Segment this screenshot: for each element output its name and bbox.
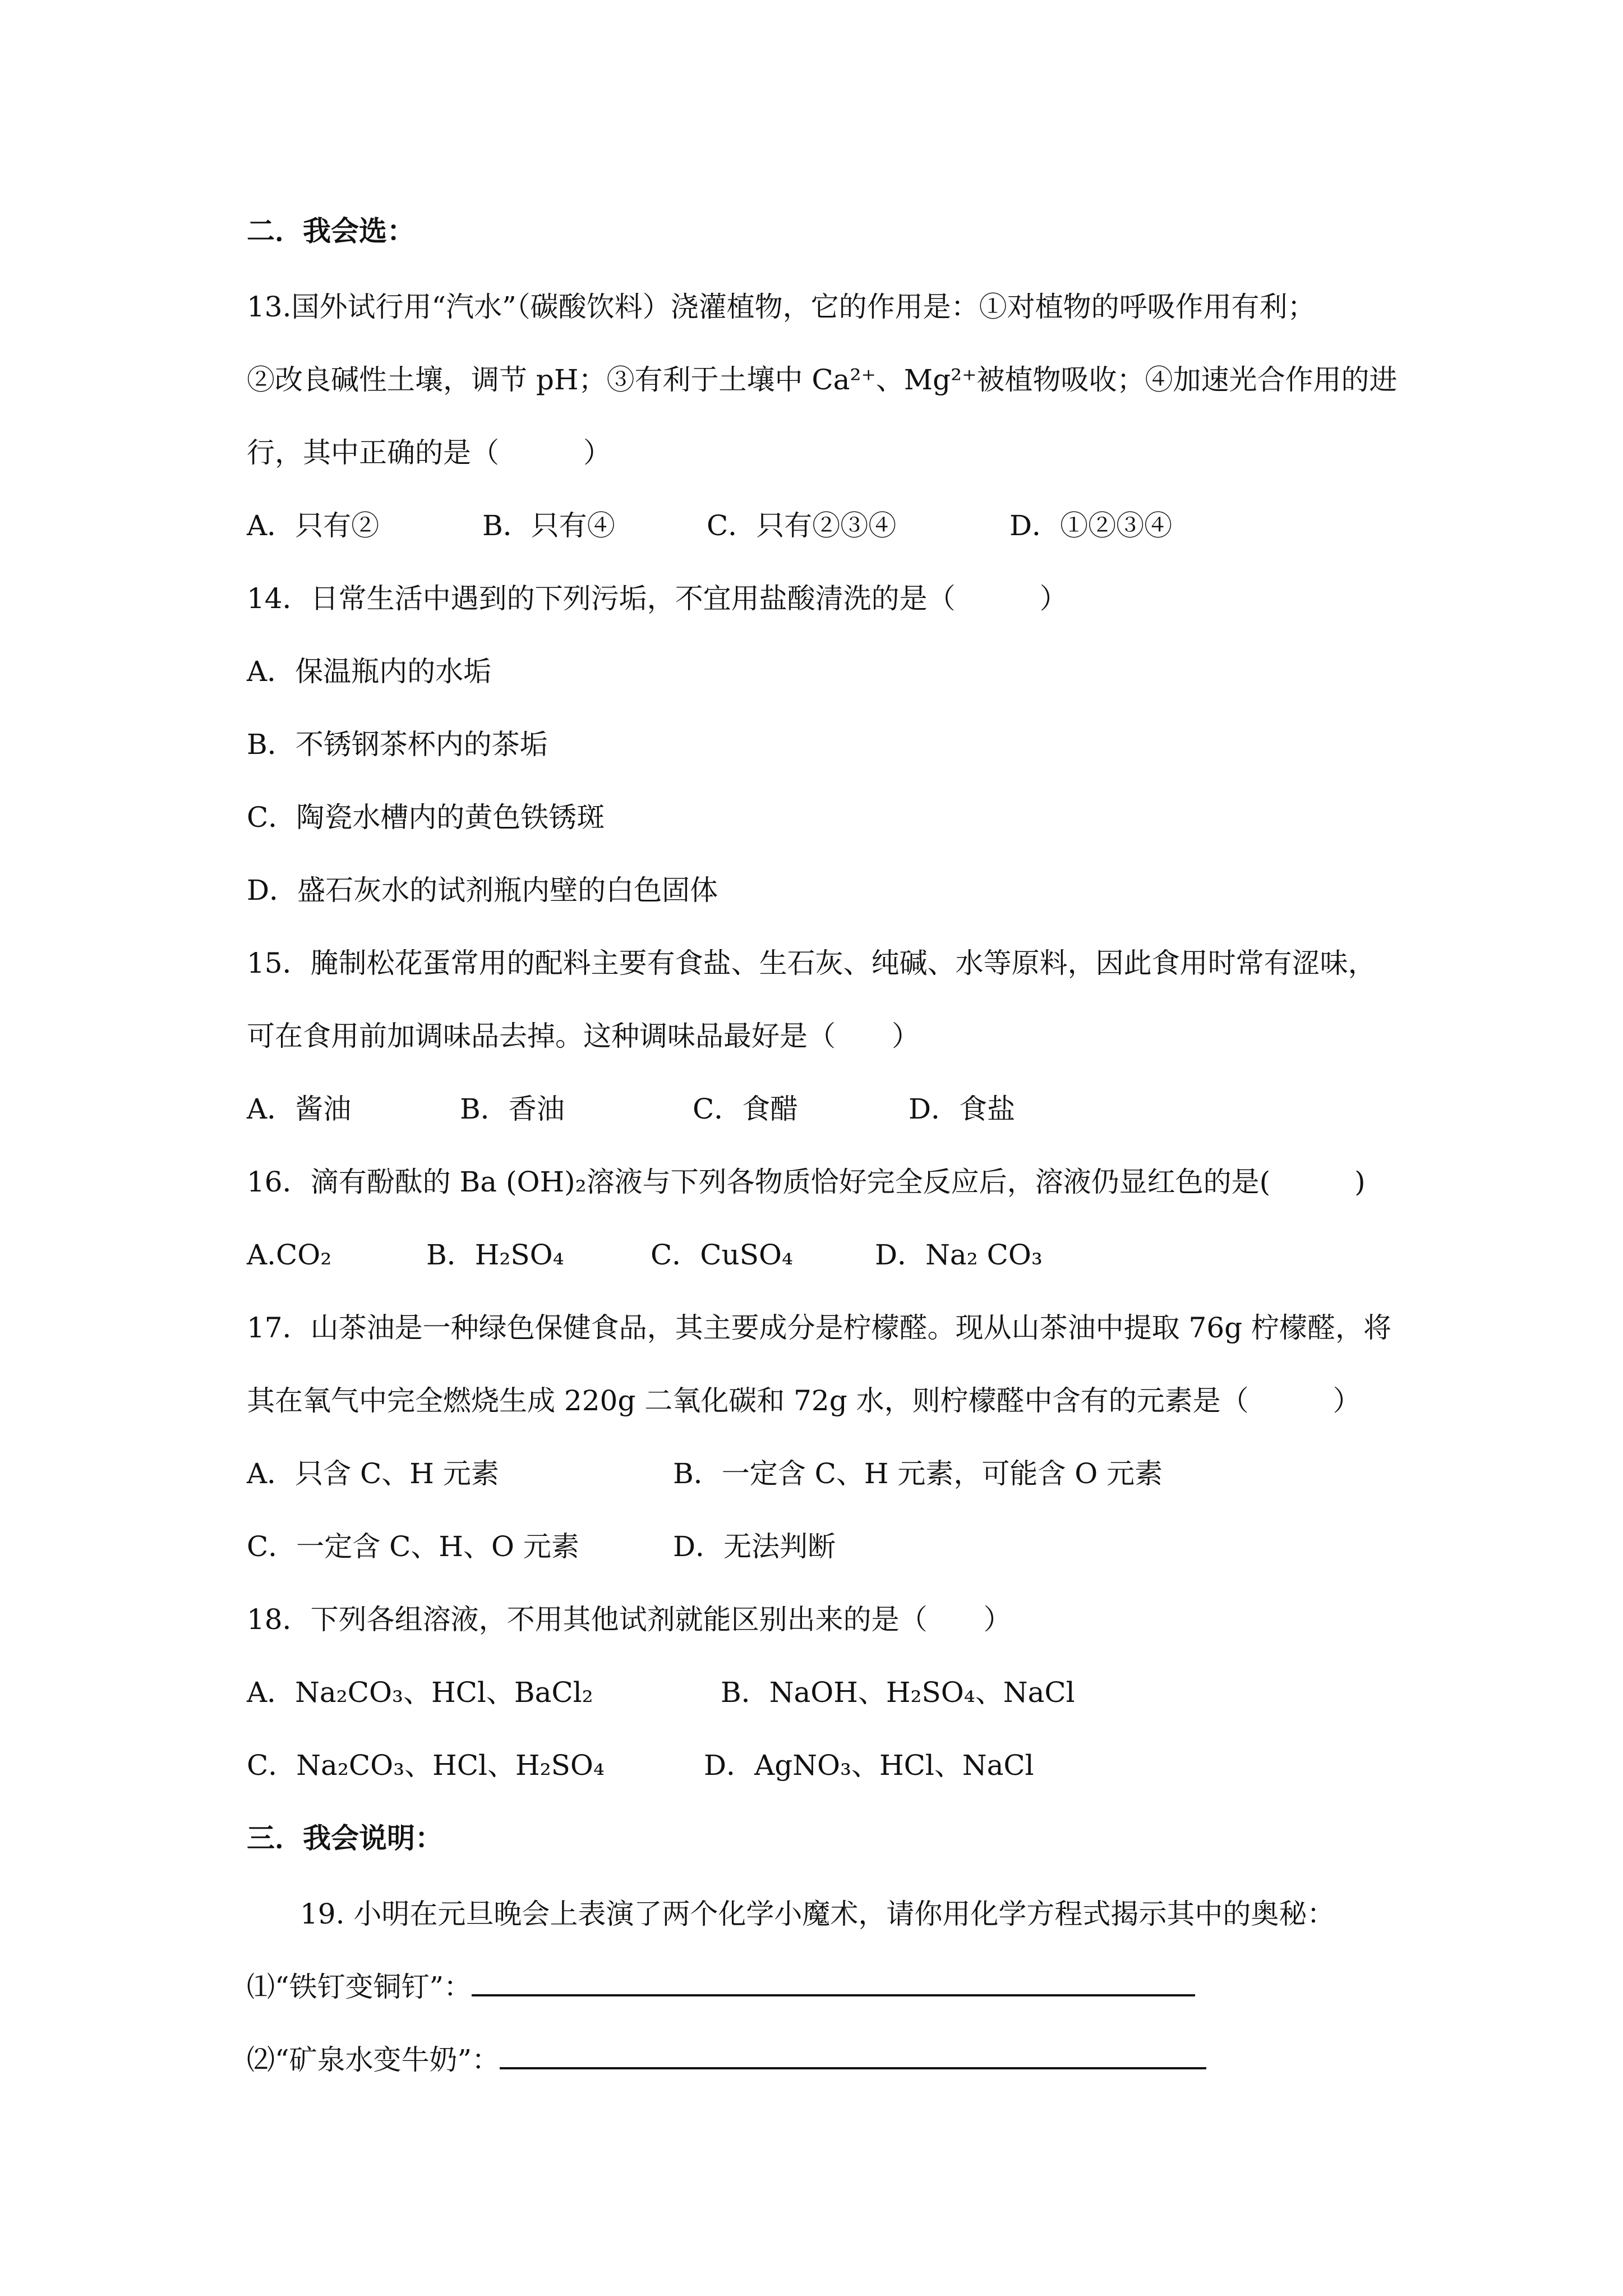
option-b[interactable]: B．H₂SO₄ bbox=[426, 1239, 564, 1271]
question-19-part-2 bbox=[247, 2042, 1206, 2078]
option-c[interactable]: C．食醋 bbox=[693, 1093, 799, 1125]
answer-blank-1[interactable] bbox=[472, 1970, 1195, 1996]
option-d[interactable]: D．①②③④ bbox=[1009, 509, 1173, 542]
option-b[interactable]: B．只有④ bbox=[482, 509, 615, 542]
option-c[interactable]: C．只有②③④ bbox=[707, 509, 897, 542]
section-heading: 三．我会说明： bbox=[247, 1822, 443, 1855]
question-16-options bbox=[0, 1237, 1623, 1273]
question-15-stem-line-2: 可在食用前加调味品去掉。这种调味品最好是（ ） bbox=[247, 1020, 920, 1052]
option-b[interactable]: B．香油 bbox=[460, 1093, 565, 1125]
question-14-stem: 14．日常生活中遇到的下列污垢，不宜用盐酸清洗的是（ ） bbox=[247, 582, 1068, 615]
option-c[interactable]: C．CuSO₄ bbox=[651, 1239, 794, 1271]
option-c[interactable]: C．一定含 C、H、O 元素 bbox=[247, 1530, 579, 1563]
answer-blank-2[interactable] bbox=[500, 2042, 1206, 2069]
question-16-stem: 16．滴有酚酞的 Ba (OH)₂溶液与下列各物质恰好完全反应后，溶液仍显红色的是( ) bbox=[247, 1166, 1366, 1198]
question-15-options bbox=[0, 1091, 1623, 1127]
option-b[interactable]: B．不锈钢茶杯内的茶垢 bbox=[247, 728, 548, 761]
option-d[interactable]: D．无法判断 bbox=[673, 1530, 836, 1563]
option-c[interactable]: C．陶瓷水槽内的黄色铁锈斑 bbox=[247, 801, 605, 834]
question-13-stem-line-3: 行，其中正确的是（ ） bbox=[247, 436, 611, 469]
option-a[interactable]: A．只有② bbox=[247, 509, 380, 542]
option-a[interactable]: A．Na₂CO₃、HCl、BaCl₂ bbox=[247, 1676, 593, 1709]
option-a[interactable]: A．保温瓶内的水垢 bbox=[247, 655, 492, 688]
question-18-stem: 18．下列各组溶液，不用其他试剂就能区别出来的是（ ） bbox=[247, 1603, 1012, 1636]
question-15-stem-line-1: 15．腌制松花蛋常用的配料主要有食盐、生石灰、纯碱、水等原料，因此食用时常有涩味， bbox=[247, 947, 1376, 979]
option-b[interactable]: B．NaOH、H₂SO₄、NaCl bbox=[721, 1676, 1075, 1709]
option-d[interactable]: D．AgNO₃、HCl、NaCl bbox=[704, 1749, 1034, 1782]
question-19-part-1 bbox=[247, 1969, 1195, 2005]
question-13-stem-line-1: 13.国外试行用“汽水”（碳酸饮料）浇灌植物，它的作用是：①对植物的呼吸作用有利； bbox=[247, 291, 1316, 323]
question-17-stem-line-2: 其在氧气中完全燃烧生成 220g 二氧化碳和 72g 水，则柠檬醛中含有的元素是（ ） bbox=[247, 1384, 1361, 1417]
question-17-stem-line-1: 17．山茶油是一种绿色保健食品，其主要成分是柠檬醛。现从山茶油中提取 76g 柠檬醛，将 bbox=[247, 1312, 1392, 1344]
part-1-label: ⑴“铁钉变铜钉”： bbox=[247, 1971, 472, 2003]
question-17-options-row-1 bbox=[0, 1456, 1623, 1492]
part-2-label: ⑵“矿泉水变牛奶”： bbox=[247, 2044, 500, 2076]
question-18-options-row-1 bbox=[0, 1674, 1623, 1710]
option-a[interactable]: A．只含 C、H 元素 bbox=[247, 1457, 499, 1490]
option-d[interactable]: D．食盐 bbox=[909, 1093, 1016, 1125]
question-17-options-row-2 bbox=[0, 1529, 1623, 1565]
question-13-options bbox=[0, 508, 1623, 544]
question-18-options-row-2 bbox=[0, 1747, 1623, 1783]
option-a[interactable]: A.CO₂ bbox=[247, 1239, 332, 1271]
option-d[interactable]: D．Na₂ CO₃ bbox=[875, 1239, 1043, 1271]
option-b[interactable]: B．一定含 C、H 元素，可能含 O 元素 bbox=[673, 1457, 1163, 1490]
section-heading: 二．我会选： bbox=[247, 215, 415, 247]
question-19-stem: 19. 小明在元旦晚会上表演了两个化学小魔术，请你用化学方程式揭示其中的奥秘： bbox=[300, 1898, 1335, 1930]
option-d[interactable]: D．盛石灰水的试剂瓶内壁的白色固体 bbox=[247, 874, 718, 907]
option-a[interactable]: A．酱油 bbox=[247, 1093, 352, 1125]
option-c[interactable]: C．Na₂CO₃、HCl、H₂SO₄ bbox=[247, 1749, 605, 1782]
question-13-stem-line-2: ②改良碱性土壤，调节 pH；③有利于土壤中 Ca²⁺、Mg²⁺被植物吸收；④加速光合作用的进 bbox=[247, 364, 1398, 396]
